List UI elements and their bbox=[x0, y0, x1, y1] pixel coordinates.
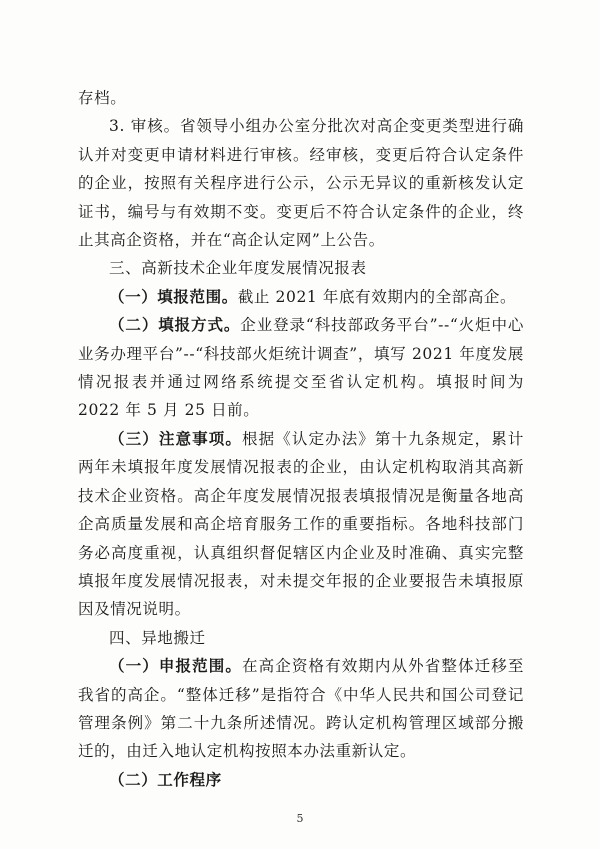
heading-text: 四、异地搬迁 bbox=[109, 628, 206, 647]
paragraph-text: 3. 审核。省领导小组办公室分批次对高企变更类型进行确认并对变更申请材料进行审核。经审核，变更后符合认定条件的企业，按照有关程序进行公示，公示无异议的重新核发认定证书，编号与有效期不变。变更后不符合认定条件的企业，终止其高企资格，并在“高企认定网”上公告。 bbox=[78, 117, 524, 250]
page-number: 5 bbox=[296, 812, 304, 825]
heading-text: 三、高新技术企业年度发展情况报表 bbox=[109, 259, 367, 278]
paragraph-lead: （三）注意事项。 bbox=[109, 428, 242, 448]
paragraph-report-notes bbox=[78, 425, 524, 624]
paragraph-lead: （一）申报范围。 bbox=[109, 656, 242, 676]
paragraph-lead: （二）工作程序 bbox=[109, 769, 222, 789]
section-heading-annual-report bbox=[78, 254, 524, 282]
paragraph-text: 根据《认定办法》第十九条规定，累计两年未填报年度发展情况报表的企业，由认定机构取消其高新技术企业资格。高企年度发展情况报表填报情况是衡量各地高企高质量发展和高企培育服务工作的重要指标。各地科技部门务必高度重视，认真组织督促辖区内企业及时准确、真实完整填报年度发展情况报表，对未提交年报的企业要报告未填报原因及情况说明。 bbox=[78, 429, 524, 619]
paragraph-report-scope bbox=[78, 283, 524, 311]
paragraph-lead: （一）填报范围。 bbox=[109, 286, 238, 306]
paragraph-lead: （二）填报方式。 bbox=[109, 315, 241, 335]
paragraph-text: 在高企资格有效期内从外省整体迁移至我省的高企。“整体迁移”是指符合《中华人民共和国公司登记管理条例》第二十九条所述情况。跨认定机构管理区域部分搬迁的，由迁入地认定机构按照本办法重新认定。 bbox=[78, 657, 524, 761]
section-heading-relocation bbox=[78, 624, 524, 652]
paragraph-text: 截止 2021 年底有效期内的全部高企。 bbox=[237, 287, 517, 306]
paragraph-text: 企业登录“科技部政务平台”--“火炬中心业务办理平台”--“科技部火炬统计调查”，填写 2021 年度发展情况报表并通过网络系统提交至省认定机构。填报时间为 2022 年 5 月 25 日前。 bbox=[78, 316, 524, 420]
document-body bbox=[78, 84, 524, 794]
paragraph-archive bbox=[78, 84, 524, 112]
paragraph-text: 存档。 bbox=[78, 89, 127, 107]
paragraph-relocation-procedure bbox=[78, 766, 524, 794]
paragraph-report-method bbox=[78, 311, 524, 425]
paragraph-relocation-scope bbox=[78, 652, 524, 766]
paragraph-review bbox=[78, 112, 524, 254]
